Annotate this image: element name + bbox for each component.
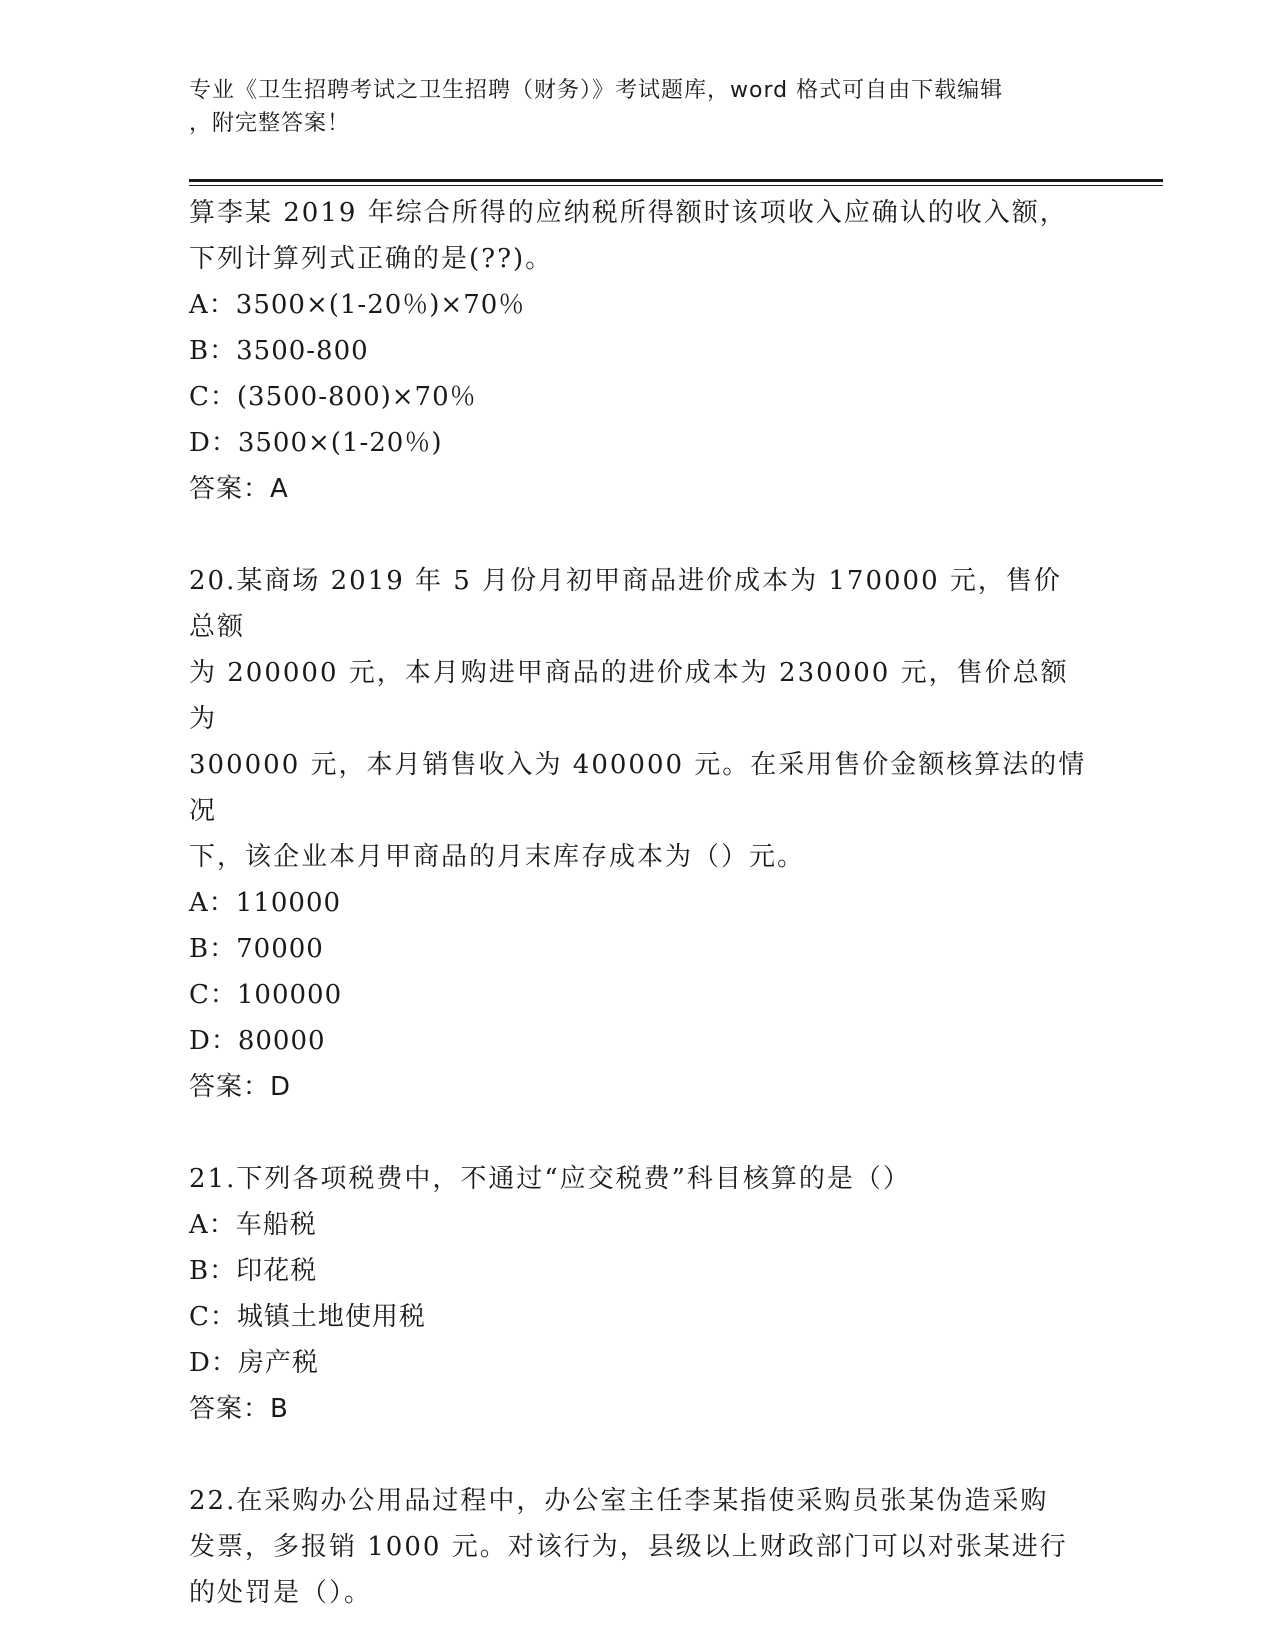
option-b: B：印花税 [189,1256,318,1286]
answer: 答案：B [189,1394,289,1424]
option-c: C：(3500-800)×70％ [189,382,477,412]
question-21 [189,1156,1089,1432]
spacer [189,1110,1089,1156]
option-d: D：80000 [189,1026,326,1056]
question-text-line: 下，该企业本月甲商品的月末库存成本为（）元。 [189,842,806,872]
question-text-line: 20.某商场 2019 年 5 月份月初甲商品进价成本为 170000 元，售价总额 [189,566,1062,642]
question-text-line: 21.下列各项税费中，不通过“应交税费”科目核算的是（） [189,1164,911,1194]
header-divider-thin [189,185,1163,186]
header-divider-thick [189,179,1163,182]
option-b: B：70000 [189,934,324,964]
question-text-line: 发票，多报销 1000 元。对该行为，县级以上财政部门可以对张某进行 [189,1532,1068,1562]
answer: 答案：D [189,1072,292,1102]
question-text-line: 算李某 2019 年综合所得的应纳税所得额时该项收入应确认的收入额， [189,198,1068,228]
option-d: D：房产税 [189,1348,319,1378]
spacer [189,1432,1089,1478]
question-19 [189,190,1089,512]
question-text-line: 22.在采购办公用品过程中，办公室主任李某指使采购员张某伪造采购 [189,1486,1049,1516]
option-b: B：3500-800 [189,336,369,366]
question-text-line: 300000 元，本月销售收入为 400000 元。在采用售价金额核算法的情况 [189,750,1087,826]
question-20 [189,558,1089,1110]
option-c: C：城镇土地使用税 [189,1302,426,1332]
option-c: C：100000 [189,980,343,1010]
header-line-1: 专业《卫生招聘考试之卫生招聘（财务）》考试题库，word 格式可自由下载编辑 [189,78,1004,103]
option-a: A：110000 [189,888,342,918]
option-a: A：车船税 [189,1210,317,1240]
document-header [189,74,1069,140]
option-a: A：3500×(1-20％)×70％ [189,290,526,320]
option-d: D：3500×(1-20％) [189,428,443,458]
spacer [189,512,1089,558]
question-22 [189,1478,1089,1616]
header-line-2: ，附完整答案！ [189,111,351,136]
question-text-line: 下列计算列式正确的是(??)。 [189,244,554,274]
question-text-line: 的处罚是（）。 [189,1578,373,1608]
answer: 答案：A [189,474,289,504]
question-text-line: 为 200000 元，本月购进甲商品的进价成本为 230000 元，售价总额为 [189,658,1069,734]
document-body [189,190,1089,1616]
